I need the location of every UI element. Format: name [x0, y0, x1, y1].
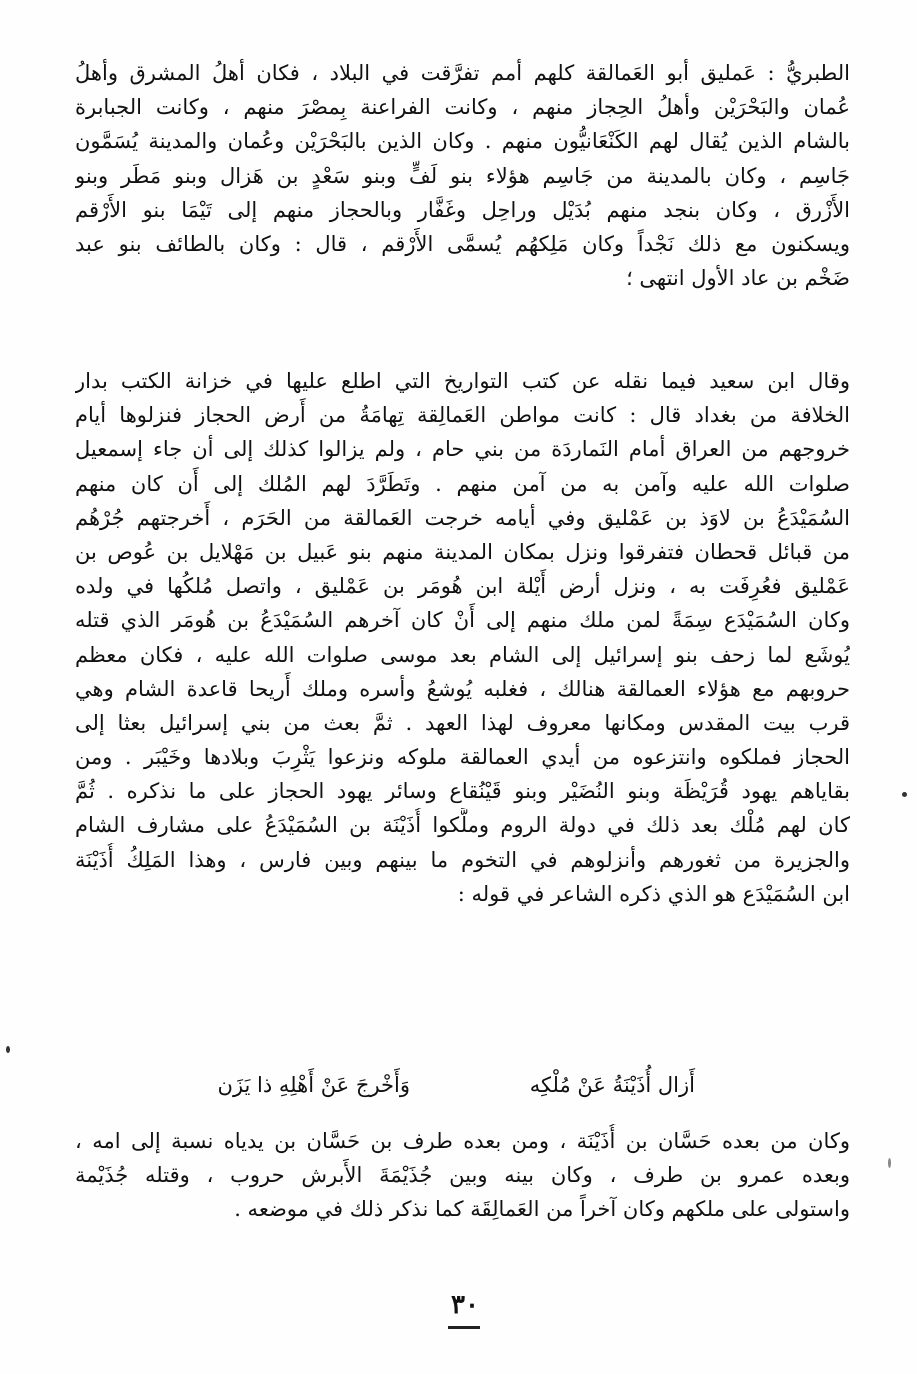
text-line: بقاياهم يهود قُرَيْظَة وبنو النُضَيْر وبنو قَيْنُقاع وسائر يهود الحجاز على ما نذكره . ثُمَّ	[75, 779, 850, 804]
paragraph-2	[75, 364, 850, 911]
text-line: كان لهم مُلْك بعد ذلك في دولة الروم وملَّكوا أُذَيْنَة بن السُمَيْدَعُ على مشارف الشام	[75, 813, 850, 838]
text-line: الخلافة من بغداد قال : كانت مواطن العَمالِقة تِهامَةُ من أَرض الحجاز فنزلوها أيام	[75, 403, 850, 428]
text-line: وكان السُمَيْدَع سِمَةً لمن ملك منهم إلى أَنْ كان آخرهم السُمَيْدَعُ بن هُومَر الذي قتله	[75, 608, 850, 633]
text-line: خروجهم من العراق أمام النَماردَة من بني حام ، ولم يزالوا كذلك إلى أن جاء إسمعيل	[75, 437, 850, 462]
paragraph-3	[75, 1124, 850, 1227]
paragraph-1	[75, 56, 850, 295]
text-line: واستولى على ملكهم وكان آخراً من العَمالِقَة كما نذكر ذلك في موضعه .	[234, 1197, 850, 1222]
text-line: صلوات الله عليه وآمن به من آمن منهم . وتَطَرَّدَ لهم المُلك إلى أَن كان منهم	[75, 471, 850, 496]
text-line: الحجاز فملكوه وانتزعوه من أيدي العمالقة ملوكه ونزعوا يَثْرِبَ وبلادها وخَيْبَر . ومن	[75, 745, 850, 770]
text-line: حروبهم مع هؤلاء العمالقة هنالك ، فغلبه يُوشعُ وأسره وملك أَريحا قاعدة الشام وهي	[75, 676, 850, 701]
text-line: والجزيرة من ثغورهم وأنزلوهم في التخوم ما بينهم وبين فارس ، وهذا المَلِكُ أُذَيْنَة	[75, 847, 850, 872]
scan-mark	[6, 1046, 10, 1053]
text-line: بالشام الذين يُقال لهم الكَنْعَانيُّون منهم . وكان الذين بالبَحْرَيْن وعُمان والمدينة يُسَمَّون	[75, 129, 850, 154]
scan-mark	[902, 792, 907, 797]
text-line: ضَخْم بن عاد الأول انتهى ؛	[626, 266, 850, 291]
text-line: الطبريُّ : عَمليق أبو العَمالقة كلهم أمم تفرَّقت في البلاد ، فكان أهلُ المشرق وأهلُ	[75, 61, 850, 85]
text-line: وبعده عمرو بن طرف ، وكان بينه وبين جُذَيْمَةَ الأَبرش حروب ، وقتله جُذَيْمة	[75, 1163, 850, 1188]
text-line: يُوشَع لما زحف بنو إسرائيل إلى الشام بعد موسى صلوات الله عليه ، فكان معظم	[75, 642, 850, 667]
text-line: عُمان والبَحْرَيْن وأهلُ الحِجاز منهم ، وكانت الفراعنة بِمصْرَ منهم ، وكانت الجبابرة	[75, 95, 850, 120]
text-line: ابن السُمَيْدَع هو الذي ذكره الشاعر في قوله :	[457, 881, 850, 906]
text-line: من قبائل قحطان فتفرقوا ونزل بمكان المدينة منهم بنو عَبيل بن مَهْلايل بن عُوص بن	[75, 539, 850, 564]
text-line: ويسكنون مع ذلك نَجْداً وكان مَلِكهُم يُسمَّى الأَرْقم ، قال : وكان بالطائف بنو عبد	[75, 231, 850, 256]
page-number-underline	[448, 1326, 480, 1329]
text-line: وقال ابن سعيد فيما نقله عن كتب التواريخ التي اطلع عليها في خزانة الكتب بدار	[75, 369, 850, 393]
text-line: جَاسِم ، وكان بالمدينة من جَاسِم هؤلاء بنو لَفٍّ وبنو سَعْدٍ بن هَزال وبنو مَطَر وبنو	[75, 163, 850, 188]
text-line: السُمَيْدَعُ بن لاوَذ بن عَمْليق وفي أيامه خرجت العَمالقة من الحَرَم ، أَخرجتهم جُرْهُم	[75, 505, 850, 530]
text-line: عَمْليق فعُرِفَت به ، ونزل أرض أَيْلة ابن هُومَر بن عَمْليق ، واتصل مُلكُها في ولده	[75, 574, 850, 599]
text-line: الأَزْرق ، وكان بنجد منهم بُدَيْل وراحِل وغَفَّار وبالحجاز منهم إلى تَيْمَا بنو الأَرْقم	[75, 197, 850, 222]
text-line: وكان من بعده حَسَّان بن أُذَيْنَة ، ومن بعده طرف بن حَسَّان بن يدياه نسبة إلى امه ،	[75, 1129, 850, 1153]
poem-verse	[75, 1068, 850, 1102]
text-line: قرب بيت المقدس ومكانها معروف لهذا العهد . ثمَّ بعث من بني إسرائيل بعثا إلى	[75, 710, 850, 735]
page-number: ٣٠	[451, 1290, 479, 1320]
verse-second-hemistich: وَأَخْرجَ عَنْ أَهْلِهِ ذا يَزَن	[217, 1073, 410, 1097]
scan-mark	[888, 1158, 891, 1168]
verse-first-hemistich: أَزال أُذَيْنَةُ عَنْ مُلْكِه	[529, 1073, 695, 1097]
